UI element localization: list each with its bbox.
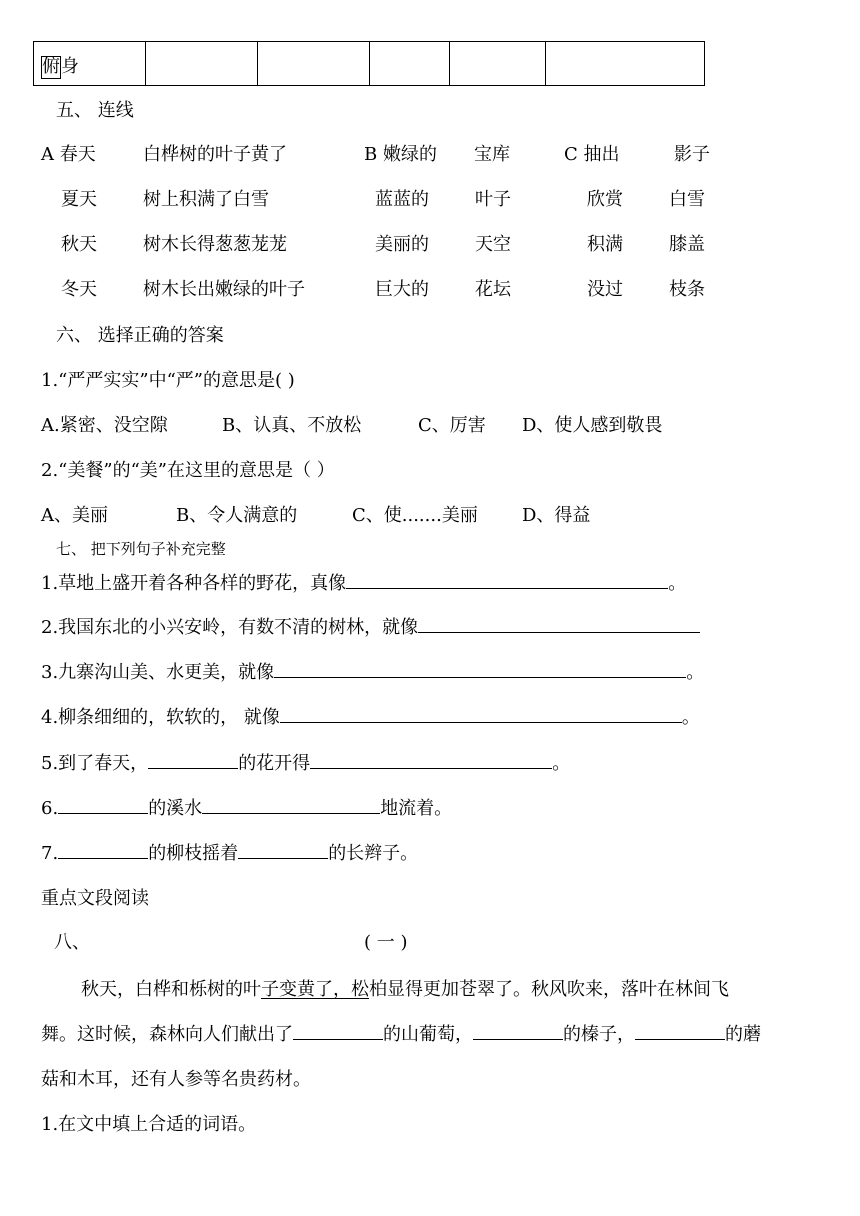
table-cell (34, 42, 146, 85)
q2-option-c: C、使.......美丽 (352, 505, 478, 526)
match-d-col3: 巨大的 (375, 279, 429, 300)
passage-line-1-b: 柏显得更加苍翠了。秋风吹来，落叶在林间飞 (369, 979, 729, 1000)
match-d-col5: 没过 (587, 279, 623, 300)
question-6-1: 1.“严严实实”中“严”的意思是( ) (41, 370, 295, 391)
match-b-col4: 叶子 (475, 189, 511, 210)
match-c-col2: 树木长得葱葱茏茏 (143, 234, 287, 255)
table-cell (546, 42, 704, 85)
sentence-3 (41, 664, 704, 682)
match-c-col4: 天空 (475, 234, 511, 255)
sentence-7 (41, 845, 418, 863)
passage-line-1-a: 秋天，白桦和栎树的叶 (81, 979, 261, 1000)
top-table (33, 41, 705, 86)
match-b-col1: 夏天 (61, 189, 97, 210)
match-a-col3: B 嫩绿的 (364, 144, 437, 165)
passage-line-2-a: 舞。这时候，森林向人们献出了 (41, 1024, 293, 1045)
sentence-4-text: 4.柳条细细的，软软的， 就像 (41, 707, 280, 728)
sentence-3-blank[interactable] (274, 676, 686, 678)
question-6-2: 2.“美餐”的“美”在这里的意思是（ ） (41, 460, 335, 481)
sentence-6-blank-1[interactable] (58, 812, 148, 814)
match-c-col6: 膝盖 (669, 234, 705, 255)
sentence-4-end: 。 (681, 707, 700, 728)
table-cell (370, 42, 450, 85)
sentence-1-blank[interactable] (346, 587, 668, 589)
q1-option-d: D、使人感到敬畏 (522, 415, 663, 436)
sentence-4 (41, 709, 700, 727)
passage-part-label: ( 一 ) (364, 932, 408, 953)
passage-blank-2[interactable] (473, 1038, 563, 1040)
section-6-title: 六、 选择正确的答案 (56, 325, 224, 346)
match-d-col2: 树木长出嫩绿的叶子 (143, 279, 305, 300)
sentence-6-text-a: 6. (41, 798, 59, 819)
sentence-7-text-b: 的柳枝摇着 (148, 843, 239, 864)
sentence-3-end: 。 (686, 662, 705, 683)
q1-option-a: A.紧密、没空隙 (41, 415, 168, 436)
sentence-2 (41, 619, 700, 637)
boxed-character: 俯 (42, 56, 60, 77)
reading-question-1: 1.在文中填上合适的词语。 (41, 1114, 257, 1135)
passage-line-2-d: 的蘑 (725, 1024, 761, 1045)
match-d-col4: 花坛 (475, 279, 511, 300)
sentence-7-text-c: 的长辫子。 (328, 843, 419, 864)
q2-option-d: D、得益 (522, 505, 591, 526)
match-c-col3: 美丽的 (375, 234, 429, 255)
sentence-2-blank[interactable] (418, 631, 700, 633)
match-c-col1: 秋天 (61, 234, 97, 255)
sentence-5-end: 。 (552, 753, 571, 774)
sentence-5-blank-1[interactable] (148, 767, 238, 769)
match-a-col6: 影子 (674, 144, 710, 165)
table-cell-text (41, 56, 79, 79)
match-a-col4: 宝库 (474, 144, 510, 165)
sentence-7-blank-2[interactable] (238, 857, 328, 859)
q1-option-c: C、厉害 (418, 415, 486, 436)
section-8-number: 八、 (54, 932, 90, 953)
sentence-6-text-b: 的溪水 (148, 798, 203, 819)
match-a-col2: 白桦树的叶子黄了 (143, 144, 287, 165)
q1-option-b: B、认真、不放松 (222, 415, 362, 436)
match-c-col5: 积满 (587, 234, 623, 255)
passage-line-3: 菇和木耳，还有人参等名贵药材。 (41, 1069, 311, 1090)
match-b-col5: 欣赏 (587, 189, 623, 210)
match-d-col1: 冬天 (61, 279, 97, 300)
sentence-7-text-a: 7. (41, 843, 59, 864)
match-b-col2: 树上积满了白雪 (143, 189, 269, 210)
match-b-col6: 白雪 (669, 189, 705, 210)
passage-line-2-c: 的榛子， (563, 1024, 635, 1045)
q2-option-b: B、令人满意的 (176, 505, 298, 526)
sentence-6-blank-2[interactable] (202, 812, 380, 814)
q2-option-a: A、美丽 (41, 505, 108, 526)
match-a-col1: A 春天 (41, 144, 96, 165)
sentence-2-text: 2.我国东北的小兴安岭，有数不清的树林，就像 (41, 617, 419, 638)
passage-blank-3[interactable] (635, 1038, 725, 1040)
table-cell-rest: 身 (61, 56, 79, 77)
sentence-3-text: 3.九寨沟山美、水更美，就像 (41, 662, 275, 683)
sentence-7-blank-1[interactable] (58, 857, 148, 859)
match-d-col6: 枝条 (669, 279, 705, 300)
table-cell (146, 42, 258, 85)
sentence-4-blank[interactable] (280, 721, 682, 723)
table-cell (258, 42, 370, 85)
section-5-title: 五、 连线 (56, 100, 134, 121)
passage-line-2-b: 的山葡萄， (383, 1024, 473, 1045)
reading-heading: 重点文段阅读 (41, 888, 149, 909)
match-b-col3: 蓝蓝的 (375, 189, 429, 210)
sentence-1-text: 1.草地上盛开着各种各样的野花，真像 (41, 573, 347, 594)
sentence-6-text-c: 地流着。 (380, 798, 453, 819)
sentence-1 (41, 575, 686, 593)
passage-blank-1[interactable] (293, 1038, 383, 1040)
table-cell (450, 42, 546, 85)
sentence-5-text-b: 的花开得 (238, 753, 311, 774)
match-a-col5: C 抽出 (564, 144, 620, 165)
sentence-5 (41, 755, 570, 773)
sentence-6 (41, 800, 452, 818)
sentence-5-text-a: 5.到了春天， (41, 753, 149, 774)
sentence-5-blank-2[interactable] (310, 767, 552, 769)
passage-underlined-text: 子变黄了，松 (261, 979, 369, 1000)
passage-line-2 (41, 1026, 761, 1044)
sentence-1-end: 。 (668, 573, 687, 594)
passage-line-1 (81, 981, 729, 999)
section-7-title: 七、 把下列句子补充完整 (56, 540, 226, 558)
